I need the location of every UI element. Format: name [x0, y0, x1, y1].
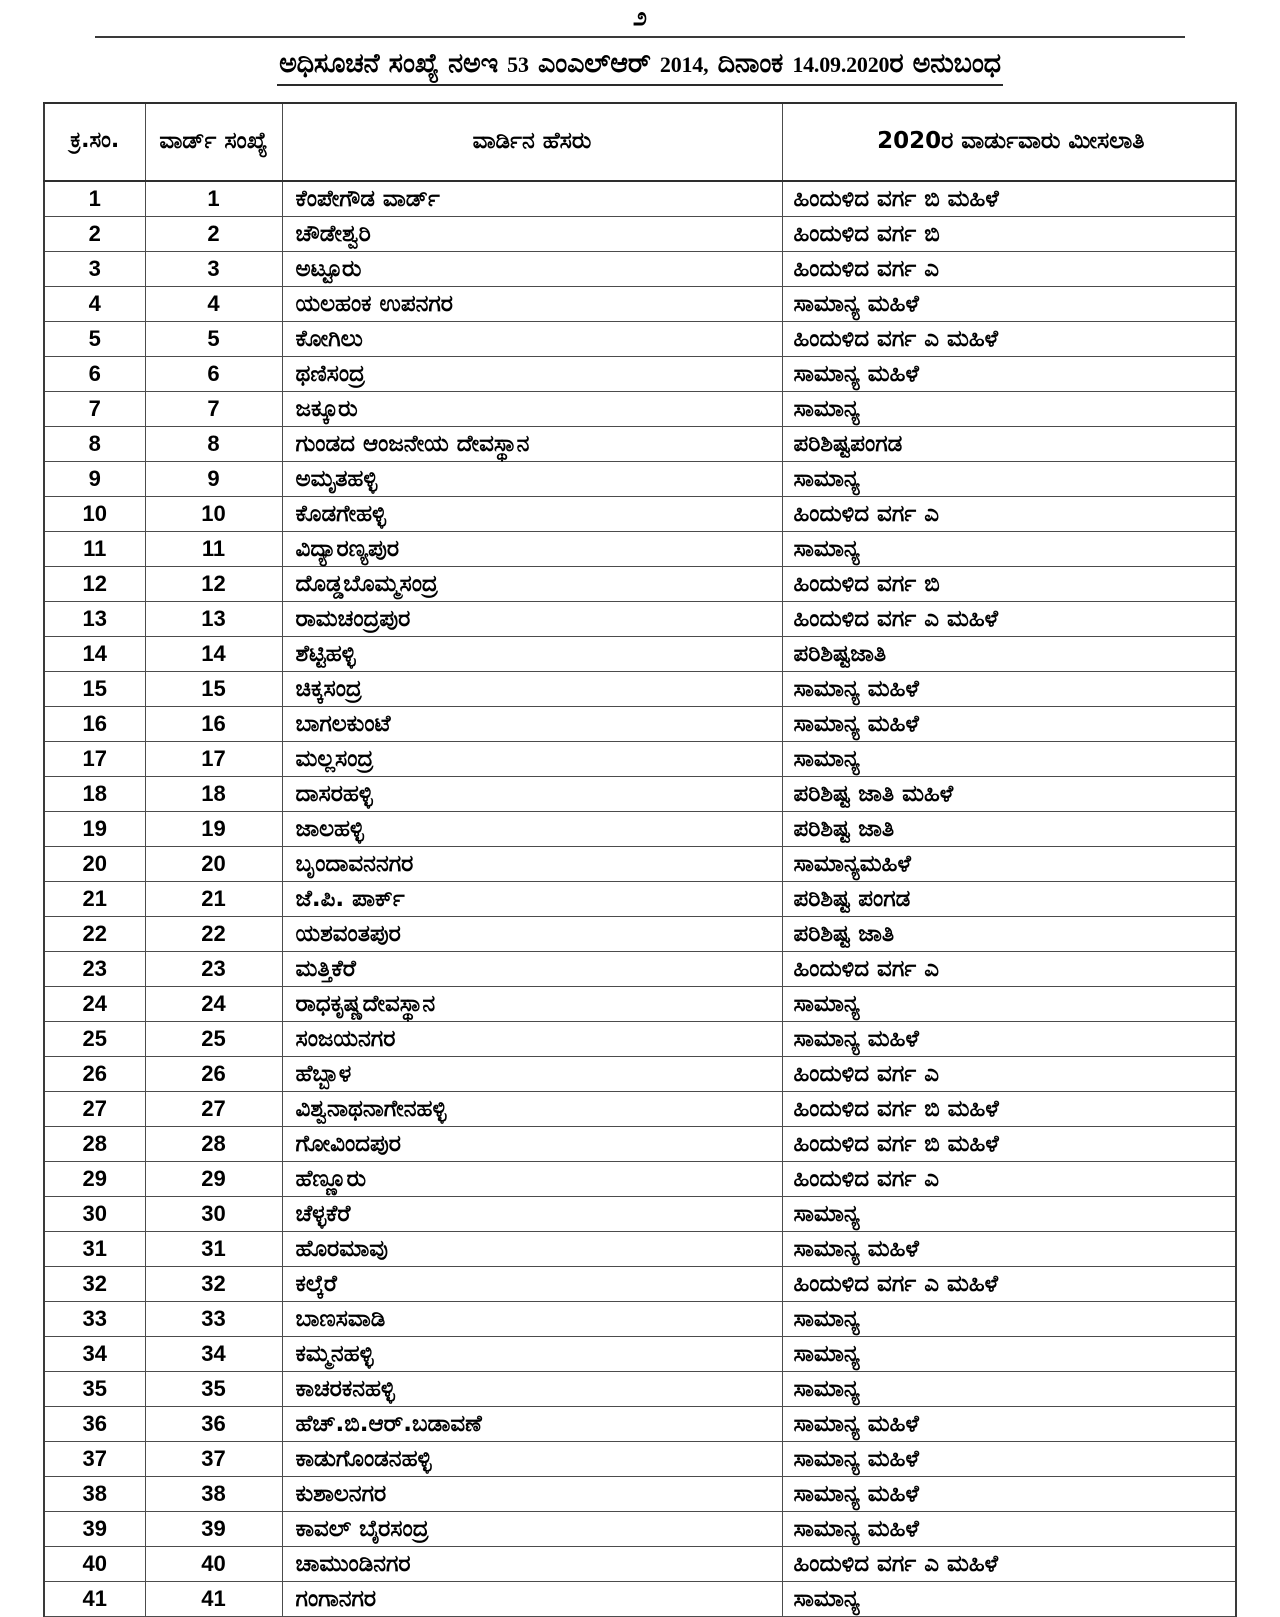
cell-ward-name: ರಾಮಚಂದ್ರಪುರ [282, 601, 782, 636]
cell-ward-name: ಬಾಗಲಕುಂಟೆ [282, 706, 782, 741]
cell-sl-no: 29 [44, 1161, 145, 1196]
cell-ward-no: 37 [145, 1441, 282, 1476]
cell-reservation: ಹಿಂದುಳಿದ ವರ್ಗ ಎ [782, 951, 1236, 986]
table-row [44, 1581, 1236, 1616]
cell-ward-name: ಅಮೃತಹಳ್ಳಿ [282, 461, 782, 496]
table-row [44, 986, 1236, 1021]
table-row [44, 601, 1236, 636]
notification-year: 2014, [659, 52, 709, 77]
cell-ward-no: 29 [145, 1161, 282, 1196]
table-row [44, 706, 1236, 741]
table-row [44, 216, 1236, 251]
cell-sl-no: 25 [44, 1021, 145, 1056]
cell-ward-no: 15 [145, 671, 282, 706]
cell-reservation: ಹಿಂದುಳಿದ ವರ್ಗ ಎ ಮಹಿಳೆ [782, 601, 1236, 636]
cell-reservation: ಹಿಂದುಳಿದ ವರ್ಗ ಎ ಮಹಿಳೆ [782, 321, 1236, 356]
cell-ward-name: ಜಕ್ಕೂರು [282, 391, 782, 426]
notification-title-mlr: ಎಂಎಲ್ಆರ್ [537, 48, 651, 79]
table-row [44, 1266, 1236, 1301]
cell-ward-name: ಕಾಡುಗೊಂಡನಹಳ್ಳಿ [282, 1441, 782, 1476]
cell-ward-name: ಕುಶಾಲನಗರ [282, 1476, 782, 1511]
cell-ward-name: ಚೌಡೇಶ್ವರಿ [282, 216, 782, 251]
cell-ward-no: 23 [145, 951, 282, 986]
cell-reservation: ಸಾಮಾನ್ಯ ಮಹಿಳೆ [782, 356, 1236, 391]
cell-ward-no: 8 [145, 426, 282, 461]
cell-ward-no: 9 [145, 461, 282, 496]
cell-sl-no: 30 [44, 1196, 145, 1231]
cell-ward-name: ಸಂಜಯನಗರ [282, 1021, 782, 1056]
cell-reservation: ಪರಿಶಿಷ್ಟ ಜಾತಿ [782, 811, 1236, 846]
cell-sl-no: 15 [44, 671, 145, 706]
cell-ward-no: 4 [145, 286, 282, 321]
cell-sl-no: 26 [44, 1056, 145, 1091]
table-row [44, 566, 1236, 601]
cell-ward-name: ಹೊರಮಾವು [282, 1231, 782, 1266]
cell-reservation: ಸಾಮಾನ್ಯ [782, 1336, 1236, 1371]
cell-ward-name: ಅಟ್ಟೂರು [282, 251, 782, 286]
table-row [44, 671, 1236, 706]
notification-title [0, 47, 1280, 88]
cell-reservation: ಸಾಮಾನ್ಯ ಮಹಿಳೆ [782, 671, 1236, 706]
cell-reservation: ಹಿಂದುಳಿದ ವರ್ಗ ಎ [782, 1161, 1236, 1196]
table-body [44, 181, 1236, 1617]
cell-reservation: ಪರಿಶಿಷ್ಟ ಜಾತಿ [782, 916, 1236, 951]
cell-ward-name: ಬಾಣಸವಾಡಿ [282, 1301, 782, 1336]
cell-ward-no: 35 [145, 1371, 282, 1406]
cell-ward-name: ಹೆಣ್ಣೂರು [282, 1161, 782, 1196]
cell-reservation: ಹಿಂದುಳಿದ ವರ್ಗ ಬಿ ಮಹಿಳೆ [782, 1126, 1236, 1161]
cell-reservation: ಹಿಂದುಳಿದ ವರ್ಗ ಎ [782, 251, 1236, 286]
cell-ward-no: 31 [145, 1231, 282, 1266]
cell-sl-no: 28 [44, 1126, 145, 1161]
cell-sl-no: 13 [44, 601, 145, 636]
cell-ward-no: 24 [145, 986, 282, 1021]
table-row [44, 251, 1236, 286]
table-row [44, 1476, 1236, 1511]
cell-ward-name: ಚೆಳ್ಳಕೆರೆ [282, 1196, 782, 1231]
cell-sl-no: 27 [44, 1091, 145, 1126]
cell-reservation: ಸಾಮಾನ್ಯ ಮಹಿಳೆ [782, 1231, 1236, 1266]
cell-reservation: ಸಾಮಾನ್ಯ ಮಹಿಳೆ [782, 1511, 1236, 1546]
cell-ward-no: 34 [145, 1336, 282, 1371]
cell-ward-name: ಹೆಬ್ಬಾಳ [282, 1056, 782, 1091]
table-row [44, 391, 1236, 426]
table-row [44, 1056, 1236, 1091]
cell-ward-no: 6 [145, 356, 282, 391]
column-header-sl-no: ಕ್ರ.ಸಂ. [44, 103, 145, 181]
cell-sl-no: 32 [44, 1266, 145, 1301]
cell-ward-name: ಗುಂಡದ ಆಂಜನೇಯ ದೇವಸ್ಥಾನ [282, 426, 782, 461]
cell-reservation: ಹಿಂದುಳಿದ ವರ್ಗ ಎ ಮಹಿಳೆ [782, 1266, 1236, 1301]
cell-sl-no: 9 [44, 461, 145, 496]
cell-reservation: ಸಾಮಾನ್ಯ [782, 741, 1236, 776]
table-row [44, 951, 1236, 986]
cell-ward-name: ದಾಸರಹಳ್ಳಿ [282, 776, 782, 811]
notification-title-prefix: ಅಧಿಸೂಚನೆ ಸಂಖ್ಯೆ ನಅಇ [279, 48, 498, 79]
cell-sl-no: 14 [44, 636, 145, 671]
cell-sl-no: 19 [44, 811, 145, 846]
cell-ward-name: ರಾಧಕೃಷ್ಣದೇವಸ್ಥಾನ [282, 986, 782, 1021]
table-row [44, 881, 1236, 916]
cell-reservation: ಪರಿಶಿಷ್ಟ ಪಂಗಡ [782, 881, 1236, 916]
cell-sl-no: 40 [44, 1546, 145, 1581]
cell-sl-no: 16 [44, 706, 145, 741]
cell-reservation: ಸಾಮಾನ್ಯ [782, 1581, 1236, 1616]
cell-reservation: ಪರಿಶಿಷ್ಟಪಂಗಡ [782, 426, 1236, 461]
cell-ward-name: ಥಣಿಸಂದ್ರ [282, 356, 782, 391]
cell-ward-no: 26 [145, 1056, 282, 1091]
notification-title-date-label: ದಿನಾಂಕ [717, 48, 784, 79]
cell-reservation: ಪರಿಶಿಷ್ಟಜಾತಿ [782, 636, 1236, 671]
table-row [44, 181, 1236, 217]
cell-reservation: ಹಿಂದುಳಿದ ವರ್ಗ ಬಿ [782, 216, 1236, 251]
cell-ward-name: ಹೆಚ್.ಬಿ.ಆರ್.ಬಡಾವಣೆ [282, 1406, 782, 1441]
table-row [44, 1196, 1236, 1231]
cell-sl-no: 12 [44, 566, 145, 601]
cell-sl-no: 11 [44, 531, 145, 566]
cell-ward-no: 30 [145, 1196, 282, 1231]
cell-ward-name: ಚಾಮುಂಡಿನಗರ [282, 1546, 782, 1581]
cell-ward-name: ಕೋಗಿಲು [282, 321, 782, 356]
cell-sl-no: 17 [44, 741, 145, 776]
table-row [44, 1126, 1236, 1161]
cell-reservation: ಸಾಮಾನ್ಯ [782, 531, 1236, 566]
cell-ward-name: ವಿಶ್ವನಾಥನಾಗೇನಹಳ್ಳಿ [282, 1091, 782, 1126]
table-header-row [44, 103, 1236, 181]
table-row [44, 496, 1236, 531]
cell-ward-no: 20 [145, 846, 282, 881]
table-row [44, 1406, 1236, 1441]
cell-ward-name: ಕೊಡಗೇಹಳ್ಳಿ [282, 496, 782, 531]
cell-reservation: ಸಾಮಾನ್ಯ [782, 391, 1236, 426]
cell-reservation: ಸಾಮಾನ್ಯ [782, 461, 1236, 496]
cell-ward-name: ಜಾಲಹಳ್ಳಿ [282, 811, 782, 846]
cell-reservation: ಹಿಂದುಳಿದ ವರ್ಗ ಎ ಮಹಿಳೆ [782, 1546, 1236, 1581]
table-row [44, 356, 1236, 391]
cell-reservation: ಹಿಂದುಳಿದ ವರ್ಗ ಬಿ ಮಹಿಳೆ [782, 181, 1236, 217]
cell-reservation: ಸಾಮಾನ್ಯ ಮಹಿಳೆ [782, 706, 1236, 741]
cell-sl-no: 39 [44, 1511, 145, 1546]
cell-reservation: ಸಾಮಾನ್ಯ ಮಹಿಳೆ [782, 1441, 1236, 1476]
cell-ward-no: 2 [145, 216, 282, 251]
cell-reservation: ಹಿಂದುಳಿದ ವರ್ಗ ಬಿ [782, 566, 1236, 601]
notification-title-suffix: ರ ಅನುಬಂಧ [889, 48, 1001, 79]
table-row [44, 1301, 1236, 1336]
cell-ward-name: ಚಿಕ್ಕಸಂದ್ರ [282, 671, 782, 706]
cell-ward-no: 19 [145, 811, 282, 846]
cell-sl-no: 23 [44, 951, 145, 986]
table-row [44, 1161, 1236, 1196]
cell-sl-no: 36 [44, 1406, 145, 1441]
cell-ward-name: ಕಲ್ಕೆರೆ [282, 1266, 782, 1301]
cell-ward-name: ಗೋವಿಂದಪುರ [282, 1126, 782, 1161]
cell-reservation: ಸಾಮಾನ್ಯ ಮಹಿಳೆ [782, 1406, 1236, 1441]
cell-sl-no: 22 [44, 916, 145, 951]
cell-sl-no: 6 [44, 356, 145, 391]
cell-sl-no: 2 [44, 216, 145, 251]
page-number: ೨ [632, 2, 647, 31]
cell-sl-no: 10 [44, 496, 145, 531]
cell-sl-no: 38 [44, 1476, 145, 1511]
cell-reservation: ಸಾಮಾನ್ಯ ಮಹಿಳೆ [782, 1021, 1236, 1056]
table-row [44, 321, 1236, 356]
table-row [44, 461, 1236, 496]
cell-ward-no: 22 [145, 916, 282, 951]
cell-reservation: ಸಾಮಾನ್ಯ ಮಹಿಳೆ [782, 286, 1236, 321]
cell-ward-no: 32 [145, 1266, 282, 1301]
cell-reservation: ಸಾಮಾನ್ಯ ಮಹಿಳೆ [782, 1476, 1236, 1511]
cell-ward-name: ಯಶವಂತಪುರ [282, 916, 782, 951]
cell-reservation: ಸಾಮಾನ್ಯ [782, 986, 1236, 1021]
cell-sl-no: 8 [44, 426, 145, 461]
cell-sl-no: 31 [44, 1231, 145, 1266]
table-row [44, 636, 1236, 671]
cell-ward-name: ಕೆಂಪೇಗೌಡ ವಾರ್ಡ್ [282, 181, 782, 217]
cell-ward-no: 39 [145, 1511, 282, 1546]
cell-sl-no: 1 [44, 181, 145, 217]
cell-sl-no: 18 [44, 776, 145, 811]
notification-number: 53 [507, 52, 529, 77]
cell-ward-name: ಗಂಗಾನಗರ [282, 1581, 782, 1616]
column-header-ward-no: ವಾರ್ಡ್ ಸಂಖ್ಯೆ [145, 103, 282, 181]
cell-reservation: ಸಾಮಾನ್ಯಮಹಿಳೆ [782, 846, 1236, 881]
cell-ward-name: ಕಾವಲ್ ಬೈರಸಂದ್ರ [282, 1511, 782, 1546]
cell-ward-no: 11 [145, 531, 282, 566]
cell-ward-no: 33 [145, 1301, 282, 1336]
table-row [44, 1336, 1236, 1371]
cell-sl-no: 20 [44, 846, 145, 881]
cell-reservation: ಹಿಂದುಳಿದ ವರ್ಗ ಎ [782, 1056, 1236, 1091]
cell-sl-no: 21 [44, 881, 145, 916]
table-row [44, 1231, 1236, 1266]
cell-sl-no: 41 [44, 1581, 145, 1616]
notification-date: 14.09.2020 [792, 52, 890, 77]
ward-reservation-table [43, 102, 1237, 1617]
cell-ward-no: 12 [145, 566, 282, 601]
table-row [44, 741, 1236, 776]
cell-ward-name: ಕಾಚರಕನಹಳ್ಳಿ [282, 1371, 782, 1406]
cell-sl-no: 24 [44, 986, 145, 1021]
cell-sl-no: 33 [44, 1301, 145, 1336]
table-row [44, 1441, 1236, 1476]
cell-ward-name: ಕಮ್ಮನಹಳ್ಳಿ [282, 1336, 782, 1371]
cell-ward-no: 13 [145, 601, 282, 636]
cell-reservation: ಸಾಮಾನ್ಯ [782, 1371, 1236, 1406]
table-row [44, 846, 1236, 881]
cell-reservation: ಸಾಮಾನ್ಯ [782, 1301, 1236, 1336]
cell-ward-name: ವಿದ್ಯಾರಣ್ಯಪುರ [282, 531, 782, 566]
table-row [44, 426, 1236, 461]
table-row [44, 286, 1236, 321]
table-row [44, 1371, 1236, 1406]
cell-ward-no: 27 [145, 1091, 282, 1126]
cell-ward-name: ಯಲಹಂಕ ಉಪನಗರ [282, 286, 782, 321]
cell-ward-no: 17 [145, 741, 282, 776]
cell-reservation: ಹಿಂದುಳಿದ ವರ್ಗ ಬಿ ಮಹಿಳೆ [782, 1091, 1236, 1126]
cell-ward-no: 21 [145, 881, 282, 916]
cell-ward-no: 1 [145, 181, 282, 217]
cell-ward-name: ಬೃಂದಾವನನಗರ [282, 846, 782, 881]
cell-reservation: ಸಾಮಾನ್ಯ [782, 1196, 1236, 1231]
table-row [44, 811, 1236, 846]
column-header-reservation: 2020ರ ವಾರ್ಡುವಾರು ಮೀಸಲಾತಿ [782, 103, 1236, 181]
cell-ward-name: ಮಲ್ಲಸಂದ್ರ [282, 741, 782, 776]
cell-ward-no: 3 [145, 251, 282, 286]
table-header [44, 103, 1236, 181]
cell-ward-no: 18 [145, 776, 282, 811]
cell-reservation: ಹಿಂದುಳಿದ ವರ್ಗ ಎ [782, 496, 1236, 531]
cell-ward-name: ದೊಡ್ಡಬೊಮ್ಮಸಂದ್ರ [282, 566, 782, 601]
table-row [44, 1546, 1236, 1581]
cell-sl-no: 4 [44, 286, 145, 321]
cell-ward-no: 7 [145, 391, 282, 426]
cell-reservation: ಪರಿಶಿಷ್ಟ ಜಾತಿ ಮಹಿಳೆ [782, 776, 1236, 811]
cell-ward-name: ಜೆ.ಪಿ. ಪಾರ್ಕ್ [282, 881, 782, 916]
table-row [44, 1511, 1236, 1546]
cell-sl-no: 7 [44, 391, 145, 426]
header-divider-rule [95, 36, 1185, 38]
cell-ward-no: 16 [145, 706, 282, 741]
cell-sl-no: 34 [44, 1336, 145, 1371]
cell-sl-no: 35 [44, 1371, 145, 1406]
cell-ward-no: 38 [145, 1476, 282, 1511]
cell-ward-no: 25 [145, 1021, 282, 1056]
column-header-ward-name: ವಾರ್ಡಿನ ಹೆಸರು [282, 103, 782, 181]
table-row [44, 776, 1236, 811]
cell-ward-no: 5 [145, 321, 282, 356]
cell-ward-no: 40 [145, 1546, 282, 1581]
cell-ward-name: ಶೆಟ್ಟಿಹಳ್ಳಿ [282, 636, 782, 671]
table-row [44, 531, 1236, 566]
cell-ward-name: ಮತ್ತಿಕೆರೆ [282, 951, 782, 986]
cell-ward-no: 41 [145, 1581, 282, 1616]
cell-ward-no: 10 [145, 496, 282, 531]
cell-sl-no: 37 [44, 1441, 145, 1476]
table-row [44, 1021, 1236, 1056]
cell-ward-no: 36 [145, 1406, 282, 1441]
cell-ward-no: 28 [145, 1126, 282, 1161]
table-row [44, 1091, 1236, 1126]
cell-ward-no: 14 [145, 636, 282, 671]
cell-sl-no: 3 [44, 251, 145, 286]
table-row [44, 916, 1236, 951]
cell-sl-no: 5 [44, 321, 145, 356]
